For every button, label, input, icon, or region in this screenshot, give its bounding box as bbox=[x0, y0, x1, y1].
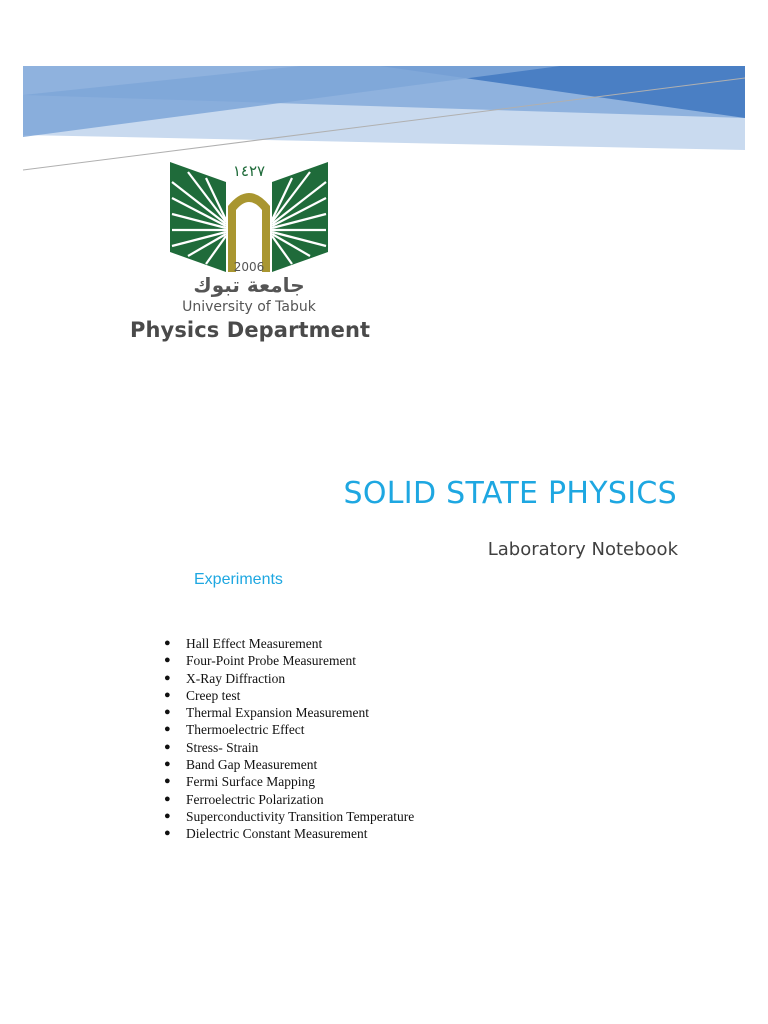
bullet-icon: ● bbox=[164, 671, 171, 684]
list-item bbox=[164, 704, 414, 721]
experiment-label: Hall Effect Measurement bbox=[186, 636, 323, 651]
experiment-label: Fermi Surface Mapping bbox=[186, 774, 315, 790]
department-name: Physics Department bbox=[130, 318, 371, 342]
experiment-label: Dielectric Constant Measurement bbox=[186, 826, 368, 842]
bullet-icon: ● bbox=[164, 637, 171, 649]
bullet-icon: ● bbox=[164, 723, 171, 736]
list-item bbox=[164, 721, 414, 738]
list-item bbox=[164, 791, 414, 808]
list-item bbox=[164, 756, 414, 773]
list-item bbox=[164, 687, 414, 704]
list-item bbox=[164, 670, 414, 687]
experiment-label: Band Gap Measurement bbox=[186, 757, 318, 773]
list-item bbox=[164, 635, 414, 652]
experiments-heading: Experiments bbox=[194, 571, 283, 588]
bullet-icon: ● bbox=[164, 775, 171, 788]
bullet-icon: ● bbox=[164, 688, 171, 701]
list-item bbox=[164, 808, 414, 825]
university-logo bbox=[168, 154, 330, 316]
experiment-label: Thermal Expansion Measurement bbox=[186, 705, 369, 721]
list-item bbox=[164, 652, 414, 669]
bullet-icon: ● bbox=[164, 809, 171, 822]
document-title: SOLID STATE PHYSICS bbox=[343, 476, 677, 511]
header-banner bbox=[0, 0, 768, 180]
bullet-icon: ● bbox=[164, 758, 171, 771]
bullet-icon: ● bbox=[164, 740, 171, 753]
bullet-icon: ● bbox=[164, 827, 171, 840]
list-item bbox=[164, 773, 414, 790]
experiments-list bbox=[164, 635, 414, 843]
experiment-label: Four-Point Probe Measurement bbox=[186, 653, 356, 669]
bullet-icon: ● bbox=[164, 706, 171, 719]
logo-english-name: University of Tabuk bbox=[182, 299, 316, 315]
bullet-icon: ● bbox=[164, 792, 171, 805]
experiment-label: Creep test bbox=[186, 687, 241, 703]
logo-hijri-year: ١٤٢٧ bbox=[232, 162, 266, 180]
experiment-label: Stress- Strain bbox=[186, 739, 259, 755]
document-subtitle: Laboratory Notebook bbox=[487, 539, 678, 560]
bullet-icon: ● bbox=[164, 654, 171, 667]
list-item bbox=[164, 825, 414, 842]
experiment-label: Thermoelectric Effect bbox=[186, 722, 305, 738]
experiment-label: Superconductivity Transition Temperature bbox=[186, 808, 415, 824]
list-item bbox=[164, 739, 414, 756]
experiment-label: Ferroelectric Polarization bbox=[186, 791, 324, 807]
logo-year: 2006 bbox=[233, 260, 265, 274]
experiment-label: X-Ray Diffraction bbox=[186, 670, 286, 686]
logo-arabic-name: جامعة تبوك bbox=[193, 273, 305, 297]
